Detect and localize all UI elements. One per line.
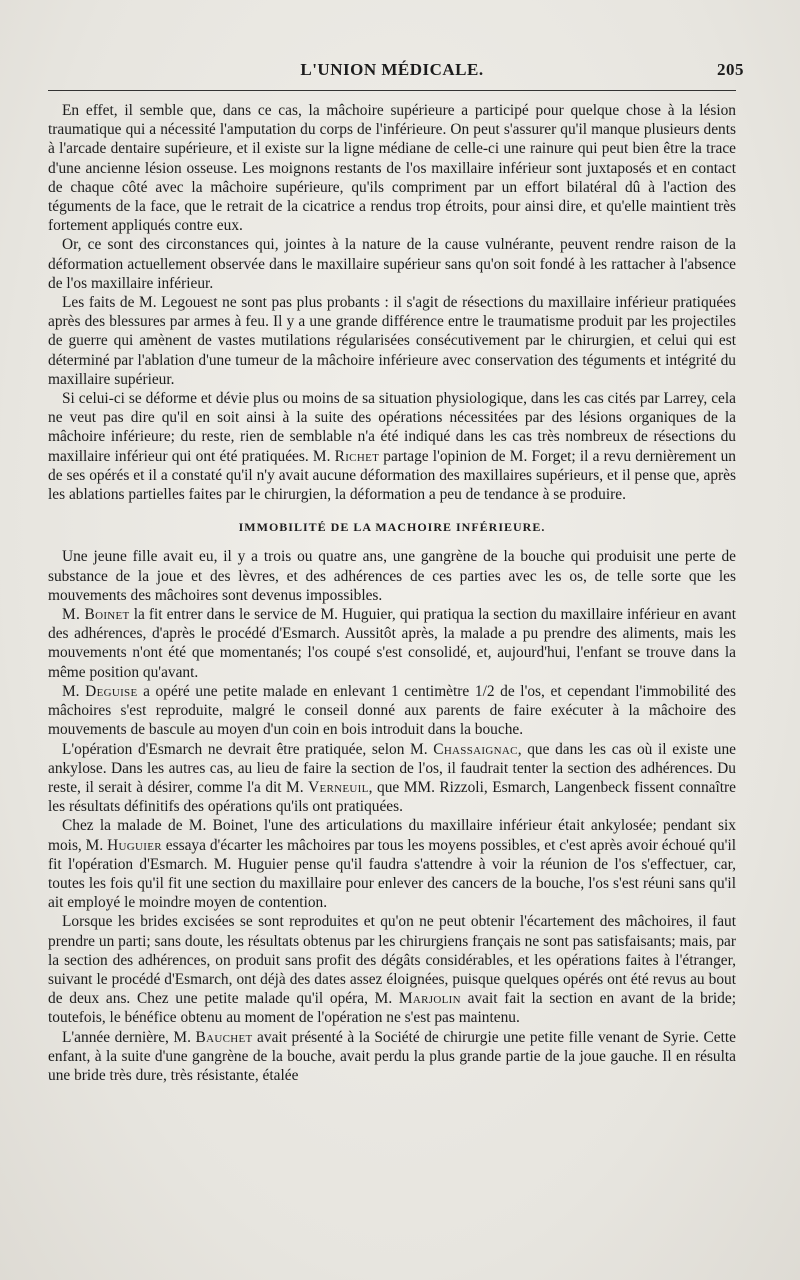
paragraph	[48, 389, 736, 504]
paragraph-text: L'année dernière, M.	[62, 1028, 196, 1046]
paragraph: Les faits de M. Legouest ne sont pas plus probants : il s'agit de résections du maxillaire inférieur pratiquées après des blessures par armes à feu. Il y a une grande différence entre le traumatisme produit par les projectiles de guerre qui amènent de vastes mutilations régularisées consécutivement par le chirurgien, et celui qui est déterminé par l'ablation d'une tumeur de la mâchoire inférieure avec conservation des téguments et intégrité du maxillaire supérieur.	[48, 294, 736, 388]
surgeon-name: Marjolin	[398, 990, 461, 1008]
paragraph-text: a opéré une petite malade en enlevant 1 centimètre 1/2 de l'os, et cependant l'immobilité des mâchoires s'est reproduite, malgré le conseil donné aux parents de faire exécuter à la mâchoire des mouvements de bascule au moyen d'un coin en bois introduit dans la bouche.	[48, 682, 736, 739]
running-title: L'UNION MÉDICALE.	[300, 60, 484, 79]
surgeon-name: Bauchet	[195, 1028, 253, 1046]
paragraph: Une jeune fille avait eu, il y a trois ou quatre ans, une gangrène de la bouche qui produisit une perte de substance de la joue et des lèvres, et des adhérences de ces parties avec les os, de telle sorte que les mouvements des mâchoires sont devenus impossibles.	[48, 548, 736, 604]
header-rule	[48, 90, 736, 91]
paragraph	[48, 740, 736, 817]
paragraph: En effet, il semble que, dans ce cas, la mâchoire supérieure a participé pour quelque chose à la lésion traumatique qui a nécessité l'amputation du corps de l'inférieure. On peut s'assurer qu'il manque plusieurs dents à l'arcade dentaire supérieure, et il existe sur la ligne médiane de celle-ci une rainure qui peut bien être la trace d'une ancienne lésion osseuse. Les moignons restants de l'os maxillaire inférieur sont juxtaposés et en contact de chaque côté avec la mâchoire supérieure, qu'ils compriment par un effort bilatéral dû à l'action des téguments de la face, que le retrait de la cicatrice a rendus trop étroits, pour ainsi dire, et qu'elle maintient très fortement appliqués contre eux.	[48, 102, 736, 235]
paragraph-text: M.	[62, 682, 86, 700]
paragraph	[48, 912, 736, 1027]
paragraph	[48, 816, 736, 912]
paragraph	[48, 1028, 736, 1086]
paragraph-text: essaya d'écarter les mâchoires par tous les moyens possibles, et c'est après avoir échoué qu'il fit l'opération d'Esmarch. M. Huguier pense qu'il faudra s'attendre à voir la réunion de l'os s'effectuer, car, toutes les fois qu'il fit une section du maxillaire pour enlever des cancers de la bouche, l'os s'est réuni sans qu'il ait employé le moindre moyen de contention.	[48, 836, 736, 912]
paragraph-text: Chez la malade de M. Boinet, l'une des articulations du maxillaire inférieur était ankylosée; pendant six mois, M.	[48, 817, 736, 854]
paragraph-text: Si celui-ci se déforme et dévie plus ou moins de sa situation physiologique, dans les cas cités par Larrey, cela ne veut pas dire qu'il en soit ainsi à la suite des opérations nécessitées par des lésions organiques de la mâchoire inférieure; du reste, rien de semblable n'a été indiqué dans les cas très nombreux de résections du maxillaire inférieur qui ont été pratiquées. M.	[48, 390, 736, 465]
surgeon-name: Chassaignac	[433, 740, 518, 758]
page-number: 205	[717, 60, 744, 79]
paragraph	[48, 682, 736, 740]
paragraph-text: L'opération d'Esmarch ne devrait être pratiquée, selon M.	[62, 740, 434, 758]
surgeon-name: Deguise	[85, 682, 138, 700]
article-body	[48, 101, 736, 1085]
paragraph-text: la fit entrer dans le service de M. Huguier, qui pratiqua la section du maxillaire inférieur en avant des adhérences, d'après le procédé d'Esmarch. Aussitôt après, la malade a pu prendre des aliments, mais les mouvements n'ont été que momentanés; l'os coupé s'est consolidé, et, aujourd'hui, l'enfant se trouve dans la même position qu'avant.	[48, 606, 736, 681]
paragraph-text: , que dans les cas où il existe une ankylose. Dans les autres cas, au lieu de faire la section de l'os, il faudrait tenter la section des adhérences. Du reste, il serait à désirer, comme l'a dit M.	[48, 740, 736, 796]
surgeon-name: Verneuil	[308, 778, 369, 796]
section-heading: IMMOBILITÉ DE LA MACHOIRE INFÉRIEURE.	[238, 520, 546, 535]
paragraph-text: , que MM. Rizzoli, Esmarch, Langenbeck fissent connaître les résultats définitifs des opérations qu'ils ont pratiquées.	[48, 778, 736, 816]
paragraph: Or, ce sont des circonstances qui, jointes à la nature de la cause vulnérante, peuvent rendre raison de la déformation actuellement observée dans le maxillaire supérieur sans qu'on soit fondé à les rattacher à l'absence de l'os maxillaire inférieur.	[48, 236, 736, 292]
running-head	[48, 54, 744, 86]
paragraph-text: partage l'opinion de M. Forget; il a revu dernièrement un de ses opérés et il a constaté qu'il n'y avait aucune déformation des maxillaires supérieurs, et il pense que, après les ablations partielles faites par le chirurgien, la déformation a peu de tendance à se produire.	[48, 447, 736, 504]
paragraph	[48, 605, 736, 682]
surgeon-name: Richet	[334, 447, 380, 465]
paragraph-text: avait fait la section en avant de la bride; toutefois, le bénéfice obtenu au moment de l'opération ne s'est pas maintenu.	[48, 990, 736, 1027]
surgeon-name: Huguier	[107, 836, 162, 854]
paragraph-text: avait présenté à la Société de chirurgie une petite fille venant de Syrie. Cette enfant, à la suite d'une gangrène de la bouche, avait perdu la plus grande partie de la joue gauche. Il en résulta une bride très dure, très résistante, étalée	[48, 1028, 736, 1084]
paragraph-text: Lorsque les brides excisées se sont reproduites et qu'on ne peut obtenir l'écartement des mâchoires, il faut prendre un parti; sans doute, les résultats obtenus par les chirurgiens français ne sont pas satisfaisants; mais, par la section des adhérences, on produit sans profit des dégâts considérables, et les opérations faites à l'étranger, suivant le procédé d'Esmarch, ont déjà des dates assez éloignées, puisque quelques opérés ont été revus au bout de deux ans. Chez une petite malade qu'il opéra, M.	[48, 913, 736, 1008]
surgeon-name: M. Boinet	[62, 606, 130, 624]
